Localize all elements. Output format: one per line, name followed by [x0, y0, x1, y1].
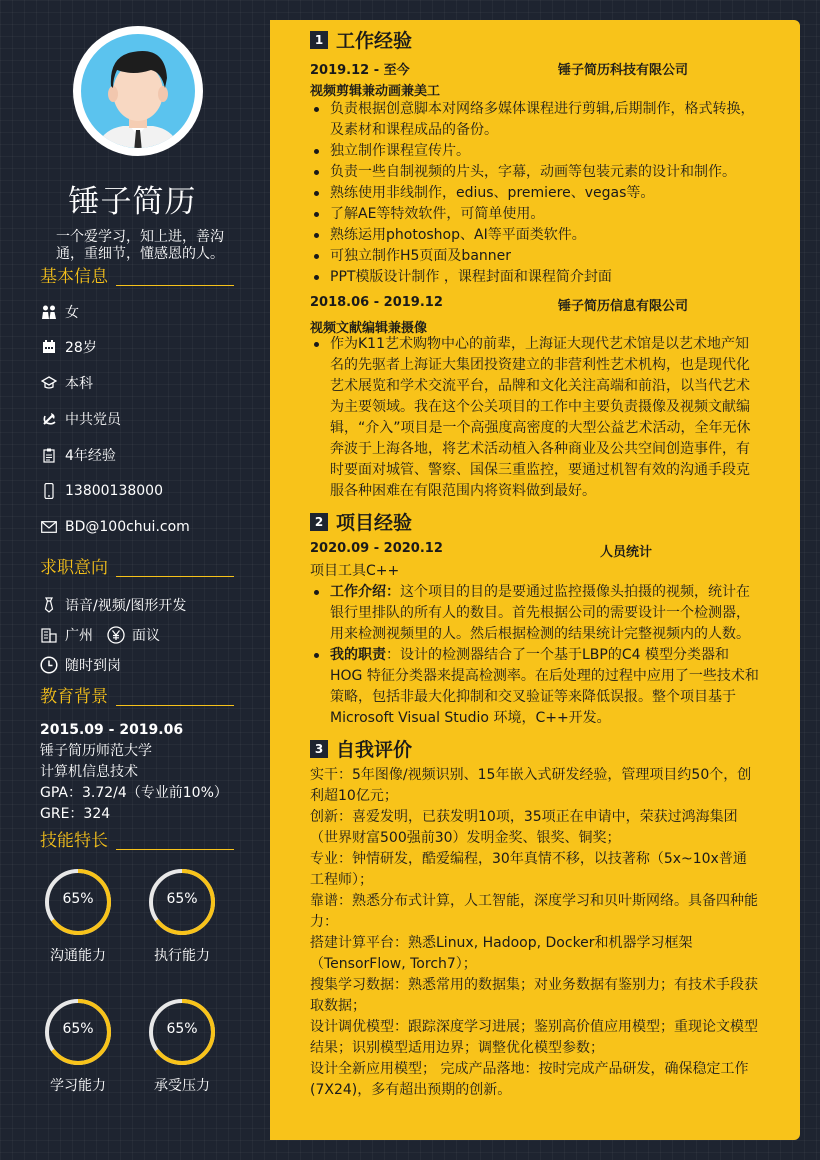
- section-number: 1: [310, 31, 328, 49]
- section-skills: [40, 830, 234, 852]
- degree-row: [40, 373, 93, 393]
- candidate-name: 锤子简历: [68, 184, 197, 220]
- education-block: [40, 720, 228, 825]
- duty-text: ：设计的检测器结合了一个基于LBP的C4 模型分类器和 HOG 特征分类器来提高检测率。在后处理的过程中应用了一些技术和策略，包括非最大化抑制和交叉验证等来降低误报。整个项目基于 Microsoft Visual Studio 环境，C++开发。: [330, 647, 759, 726]
- section-title: 工作经验: [336, 30, 413, 52]
- intro-text: 这个项目的目的是要通过监控摄像头拍摄的视频，统计在银行里排队的所有人的数目。首先根据公司的需要设计一个检测器，用来检测视频里的人。然后根据检测的结果统计完整视频内的人数。: [330, 584, 750, 642]
- party-emblem-icon: [40, 410, 58, 428]
- edu-period: 2015.09 - 2019.06: [40, 722, 184, 738]
- skill-percent: 65%: [62, 1021, 94, 1037]
- skill-gauge: [38, 997, 118, 1095]
- list-item: [310, 582, 760, 645]
- list-item: 负责一些自制视频的片头，字幕，动画等包装元素的设计和制作。: [310, 162, 760, 183]
- section-title: 自我评价: [336, 739, 413, 761]
- list-item: PPT模版设计制作 ，课程封面和课程简介封面: [310, 267, 760, 288]
- evaluation-line: 搜集学习数据：熟悉常用的数据集；对业务数据有鉴别力；有技术手段获取数据；: [310, 977, 758, 1014]
- evaluation-line: 搭建计算平台：熟悉Linux, Hadoop, Docker和机器学习框架（TensorFlow, Torch7）；: [310, 935, 693, 972]
- gender-value: 女: [65, 305, 79, 321]
- city-salary-row: [40, 625, 160, 645]
- project-details: [310, 582, 760, 729]
- calendar-icon: [40, 338, 58, 356]
- email-row: [40, 517, 190, 537]
- skill-label: 学习能力: [50, 1078, 106, 1094]
- job-header: [310, 59, 770, 77]
- section-basic-info: [40, 266, 234, 288]
- edu-gre: GRE：324: [40, 806, 111, 822]
- phone-row: [40, 481, 163, 501]
- evaluation-text: [310, 765, 760, 1101]
- party-value: 中共党员: [65, 412, 121, 428]
- degree-value: 本科: [65, 376, 93, 392]
- section-title: 基本信息: [40, 267, 108, 287]
- evaluation-heading: [310, 735, 412, 762]
- evaluation-line: 设计全新应用模型； 完成产品落地：按时完成产品研发，确保稳定工作(7X24)，多有超出预期的创新。: [310, 1061, 749, 1098]
- skill-label: 沟通能力: [50, 948, 106, 964]
- availability-row: [40, 655, 121, 675]
- skill-gauge: [38, 867, 118, 965]
- skill-label: 承受压力: [154, 1078, 210, 1094]
- position-row: [40, 595, 186, 615]
- list-item: 作为K11艺术购物中心的前辈，上海证大现代艺术馆是以艺术地产知名的先驱者上海证大集团投资建立的非营利性艺术机构，也是现代化艺术展览和学术交流平台，品牌和文化关注高端和前沿，以当代艺术为主要领域。我在这个公关项目的工作中主要负责摄像及视频文献编辑，“介入”项目是一个高强度高密度的大型公益艺术活动，全年无休奔波于上海各地，将艺术活动植入各种商业及公共空间创造事件，有时要面对城管、警察、国保三重监控，要通过机智有效的沟通手段克服各种困难在有限范围内将资料做到最好。: [310, 334, 760, 502]
- tie-icon: [40, 596, 58, 614]
- people-icon: [40, 303, 58, 321]
- section-job-intent: [40, 557, 234, 579]
- skill-percent: 65%: [166, 1021, 198, 1037]
- list-item: 可独立制作H5页面及banner: [310, 246, 760, 267]
- list-item: [310, 645, 760, 729]
- clock-icon: [40, 656, 58, 674]
- sidebar: [0, 0, 270, 1160]
- edu-gpa: GPA：3.72/4（专业前10%）: [40, 785, 228, 801]
- section-education: [40, 686, 234, 708]
- party-row: [40, 409, 121, 429]
- evaluation-line: 专业：钟情研发，酷爱编程，30年真情不移，以技著称（5x~10x普通工程师）；: [310, 851, 747, 888]
- motto: 一个爱学习，知上进，善沟通，重细节，懂感恩的人。: [56, 229, 224, 262]
- project-heading: [310, 508, 412, 535]
- building-icon: [40, 626, 58, 644]
- job-header: [310, 295, 770, 313]
- list-item: 熟练运用photoshop、AI等平面类软件。: [310, 225, 760, 246]
- clipboard-icon: [40, 446, 58, 464]
- list-item: 独立制作课程宣传片。: [310, 141, 760, 162]
- job-title: 视频剪辑兼动画兼美工: [310, 84, 441, 99]
- availability-value: 随时到岗: [65, 658, 121, 674]
- job-duties: [310, 99, 760, 288]
- skill-gauge: [142, 867, 222, 965]
- yuan-icon: [107, 626, 125, 644]
- main-panel: [270, 20, 800, 1140]
- age-row: [40, 337, 97, 357]
- city-value: 广州: [65, 628, 93, 644]
- job-period: 2019.12 - 至今: [310, 63, 410, 78]
- job-company: 锤子简历科技有限公司: [558, 63, 689, 78]
- gender-row: [40, 302, 79, 322]
- graduation-cap-icon: [40, 374, 58, 392]
- section-number: 3: [310, 740, 328, 758]
- evaluation-line: 设计调优模型：跟踪深度学习进展；鉴别高价值应用模型；重现论文模型结果；识别模型适用边界；调整优化模型参数；: [310, 1019, 758, 1056]
- skill-percent: 65%: [62, 891, 94, 907]
- section-title: 项目经验: [336, 512, 413, 534]
- evaluation-line: 靠谱：熟悉分布式计算，人工智能，深度学习和贝叶斯网络。具备四种能力：: [310, 893, 758, 930]
- project-period: 2020.09 - 2020.12: [310, 541, 443, 556]
- skill-gauge: [142, 997, 222, 1095]
- project-header: [310, 541, 770, 559]
- duty-label: 我的职责: [330, 647, 386, 663]
- list-item: 了解AE等特效软件，可简单使用。: [310, 204, 760, 225]
- avatar: [73, 26, 203, 156]
- evaluation-line: 实干：5年图像/视频识别、15年嵌入式研发经验，管理项目约50个，创利超10亿元；: [310, 767, 752, 804]
- edu-major: 计算机信息技术: [40, 764, 138, 780]
- project-tool: 项目工具C++: [310, 563, 400, 579]
- email-value[interactable]: BD@100chui.com: [65, 519, 190, 535]
- position-value: 语音/视频/图形开发: [65, 598, 187, 614]
- section-title: 教育背景: [40, 687, 108, 707]
- experience-value: 4年经验: [65, 448, 116, 464]
- age-value: 28岁: [65, 340, 97, 356]
- intro-label: 工作介绍：: [330, 584, 400, 600]
- job-duties: [310, 334, 760, 502]
- job-period: 2018.06 - 2019.12: [310, 295, 443, 310]
- mail-icon: [40, 518, 58, 536]
- evaluation-line: 创新：喜爱发明，已获发明10项，35项正在申请中，荣获过鸿海集团（世界财富500强前30）发明金奖、银奖、铜奖；: [310, 809, 738, 846]
- phone-icon: [40, 482, 58, 500]
- skill-percent: 65%: [166, 891, 198, 907]
- phone-value[interactable]: 13800138000: [65, 483, 163, 499]
- job-title: 视频文献编辑兼摄像: [310, 321, 428, 336]
- work-heading: [310, 26, 412, 53]
- section-title: 技能特长: [40, 831, 108, 851]
- project-name: 人员统计: [600, 545, 653, 560]
- list-item: 负责根据创意脚本对网络多媒体课程进行剪辑,后期制作，格式转换，及素材和课程成品的备份。: [310, 99, 760, 141]
- skill-label: 执行能力: [154, 948, 210, 964]
- experience-row: [40, 445, 116, 465]
- salary-value: 面议: [132, 628, 160, 644]
- job-company: 锤子简历信息有限公司: [558, 299, 689, 314]
- section-title: 求职意向: [40, 558, 108, 578]
- section-number: 2: [310, 513, 328, 531]
- list-item: 熟练使用非线制作，edius、premiere、vegas等。: [310, 183, 760, 204]
- edu-school: 锤子简历师范大学: [40, 743, 152, 759]
